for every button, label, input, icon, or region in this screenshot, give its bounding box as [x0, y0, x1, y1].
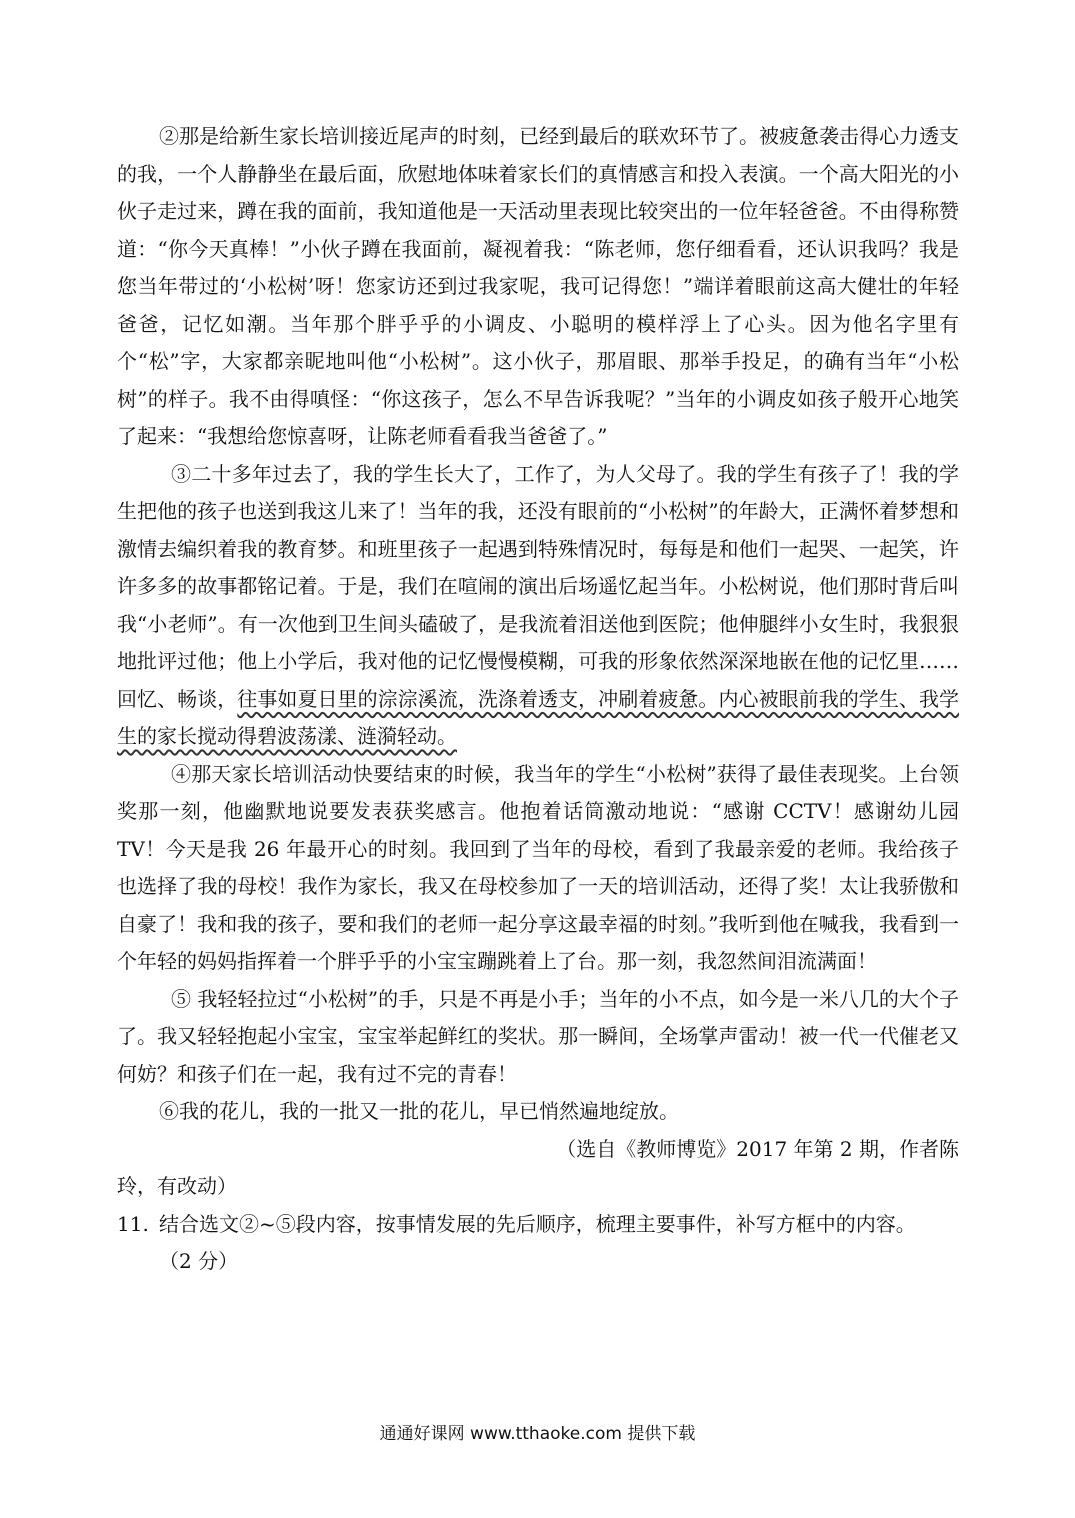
- question-11: [117, 1206, 959, 1281]
- document-body: [117, 118, 959, 1281]
- paragraph-3-text: ③二十多年过去了，我的学生长大了，工作了，为人父母了。我的学生有孩子了！我的学生把他的孩子也送到我这儿来了！当年的我，还没有眼前的“小松树”的年龄大，正满怀着梦想和激情去编织着我的教育梦。和班里孩子一起遇到特殊情况时，每每是和他们一起哭、一起笑，许许多多的故事都铭记着。于是，我们在喧闹的演出后场遥忆起当年。小松树说，他们那时背后叫我“小老师”。有一次他到卫生间头磕破了，是我流着泪送他到医院；他伸腿绊小女生时，我狠狠地批评过他；他上小学后，我对他的记忆慢慢模糊，可我的形象依然深深地嵌在他的记忆里……回忆、畅谈，: [117, 461, 959, 711]
- question-text: 结合选文②~⑤段内容，按事情发展的先后顺序，梳理主要事件，补写方框中的内容。: [159, 1211, 916, 1236]
- paragraph-6: ⑥我的花儿，我的一批又一批的花儿，早已悄然遍地绽放。: [159, 1099, 679, 1123]
- paragraph-5: ⑤ 我轻轻拉过“小松树”的手，只是不再是小手；当年的小不点，如今是一米八几的大个子了。我又轻轻抱起小宝宝，宝宝举起鲜红的奖状。那一瞬间，全场掌声雷动！被一代一代催老又何妨？和孩子们在一起，我有过不完的青春！: [117, 986, 959, 1086]
- paragraph-4: ④那天家长培训活动快要结束的时候，我当年的学生“小松树”获得了最佳表现奖。上台领奖那一刻，他幽默地说要发表获奖感言。他抱着话筒激动地说：“感谢 CCTV！感谢幼儿园 TV！今天是我 26 年最开心的时刻。我回到了当年的母校，看到了我最亲爱的老师。我给孩子也选择了我的母校！我作为家长，我又在母校参加了一天的培训活动，还得了奖！太让我骄傲和自豪了！我和我的孩子，要和我们的老师一起分享这最幸福的时刻。”我听到他在喊我，我看到一个年轻的妈妈指挥着一个胖乎乎的小宝宝蹦跳着上了台。那一刻，我忽然间泪流满面！: [117, 761, 959, 973]
- question-number: 11.: [117, 1211, 149, 1236]
- question-points: （2 分）: [159, 1249, 239, 1273]
- question-body: [159, 1206, 959, 1281]
- source-citation-line1: （选自《教师博览》2017 年第 2 期，作者陈: [556, 1136, 959, 1161]
- source-citation-line2: 玲，有改动）: [117, 1174, 237, 1198]
- paragraph-2: ②那是给新生家长培训接近尾声的时刻，已经到最后的联欢环节了。被疲惫袭击得心力透支的我，一个人静静坐在最后面，欣慰地体味着家长们的真情感言和投入表演。一个高大阳光的小伙子走过来，蹲在我的面前，我知道他是一天活动里表现比较突出的一位年轻爸爸。不由得称赞道：“你今天真棒！”小伙子蹲在我面前，凝视着我：“陈老师，您仔细看看，还认识我吗？我是您当年带过的‘小松树’呀！您家访还到过我家呢，我可记得您！”端详着眼前这高大健壮的年轻爸爸，记忆如潮。当年那个胖乎乎的小调皮、小聪明的模样浮上了心头。因为他名字里有个“松”字，大家都亲昵地叫他“小松树”。这小伙子，那眉眼、那举手投足，的确有当年“小松树”的样子。我不由得嗔怪：“你这孩子，怎么不早告诉我呢？”当年的小调皮如孩子般开心地笑了起来：“我想给您惊喜呀，让陈老师看看我当爸爸了。”: [117, 124, 959, 448]
- paragraph-3-underlined-sentence: 往事如夏日里的淙淙溪流，洗涤着透支，冲刷着疲惫。内心被眼前我的学生、我学生的家长搅动得碧波荡漾、涟漪轻动。: [117, 686, 960, 748]
- footer-watermark: 通通好课网 www.tthaoke.com 提供下载: [379, 1424, 696, 1444]
- paragraph-3: [117, 456, 959, 756]
